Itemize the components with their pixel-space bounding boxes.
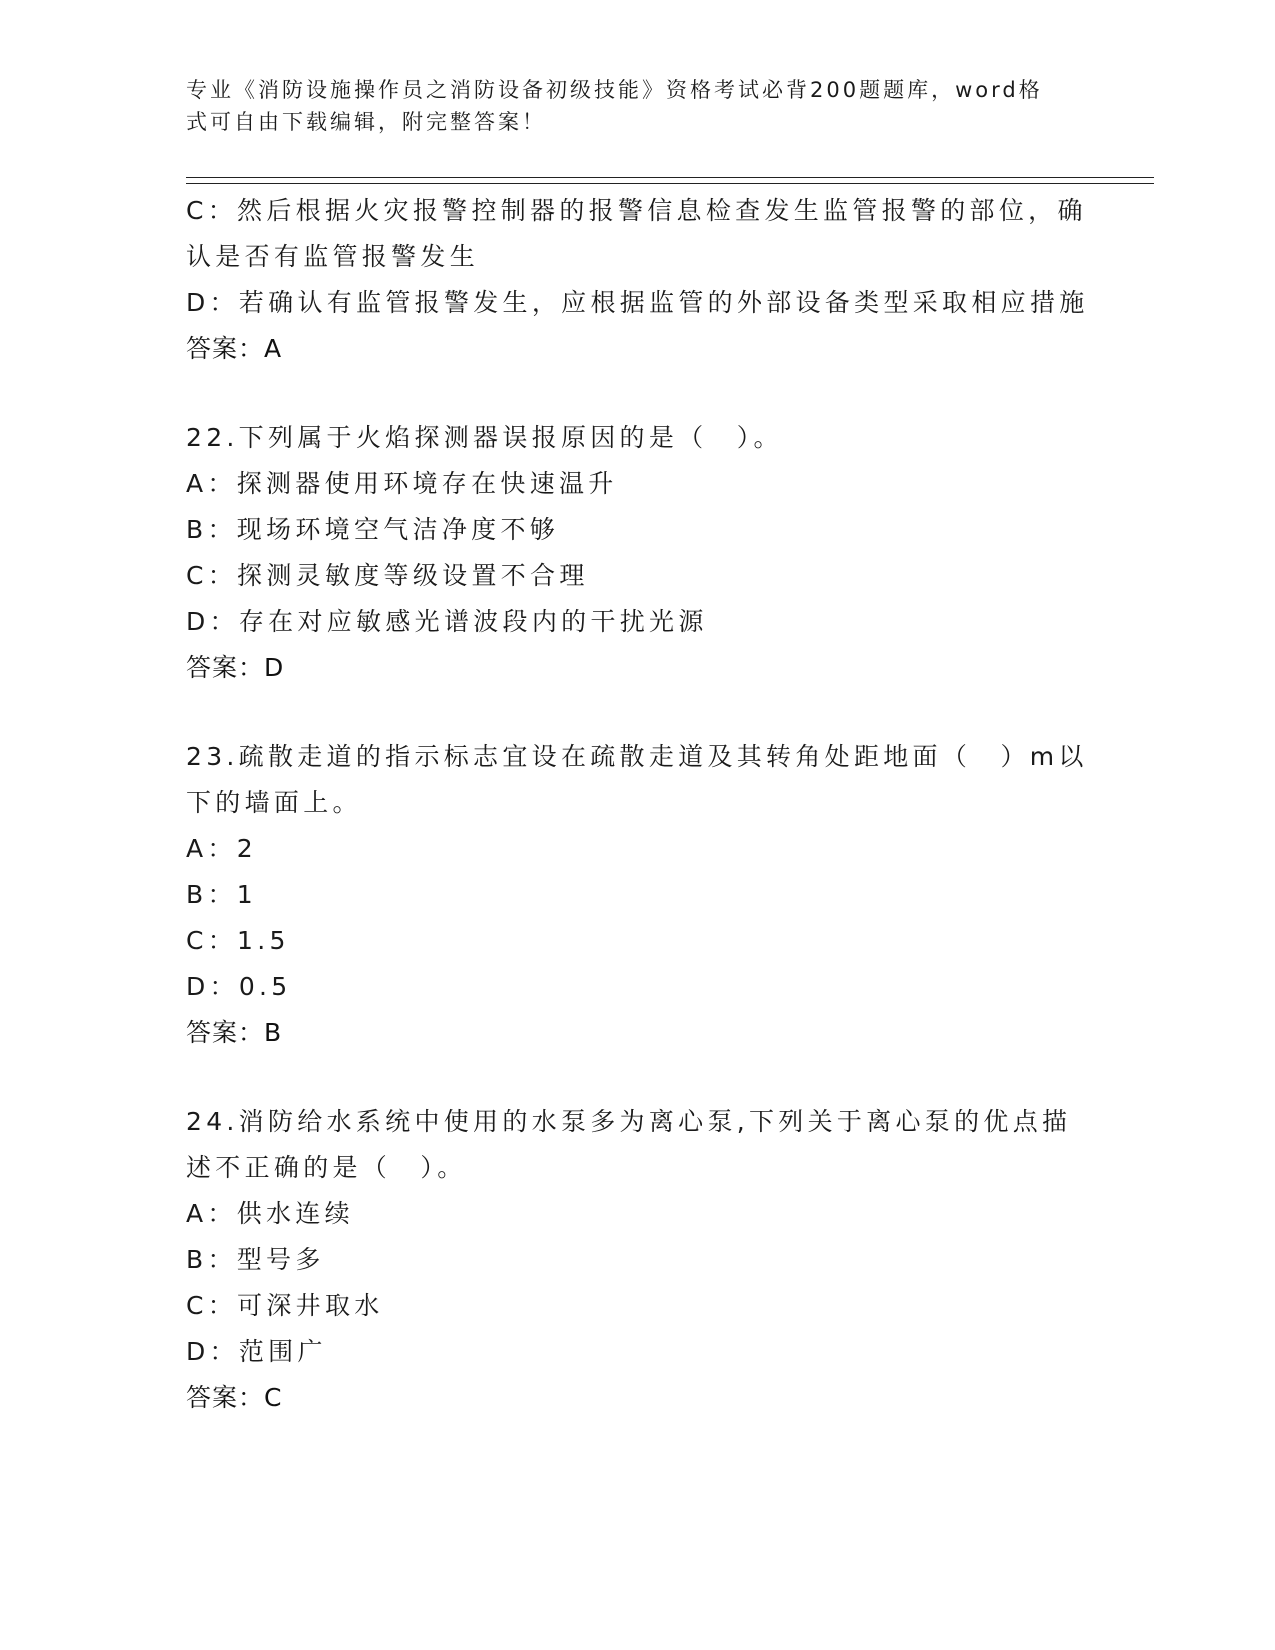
answer: 答案：D: [186, 653, 285, 682]
question-stem-line-1: 24.消防给水系统中使用的水泵多为离心泵,下列关于离心泵的优点描: [186, 1107, 1072, 1136]
question-22: [186, 415, 1086, 691]
spacer: [186, 1056, 1086, 1099]
question-list: [186, 188, 1089, 1421]
option-a: A：供水连续: [186, 1199, 354, 1228]
spacer: [186, 372, 1086, 415]
header-title-line-1: 专业《消防设施操作员之消防设备初级技能》资格考试必背200题题库，word格: [186, 78, 1043, 102]
question-24: [186, 1099, 1086, 1421]
option-d: D：0.5: [186, 972, 292, 1001]
option-c: C：探测灵敏度等级设置不合理: [186, 561, 589, 590]
option-d: D：存在对应敏感光谱波段内的干扰光源: [186, 607, 708, 636]
option-b: B：型号多: [186, 1245, 325, 1274]
answer: 答案：A: [186, 334, 283, 363]
option-c-line-1: C：然后根据火灾报警控制器的报警信息检查发生监管报警的部位，确: [186, 196, 1087, 225]
option-c: C：可深井取水: [186, 1291, 384, 1320]
option-d: D：范围广: [186, 1337, 327, 1366]
answer: 答案：B: [186, 1018, 283, 1047]
document-header: [186, 74, 1066, 138]
header-title-line-2: 式可自由下载编辑，附完整答案！: [186, 110, 546, 134]
question-23: [186, 734, 1086, 1056]
question-stem: 22.下列属于火焰探测器误报原因的是（ ）。: [186, 423, 783, 452]
option-d: D：若确认有监管报警发生，应根据监管的外部设备类型采取相应措施: [186, 288, 1089, 317]
option-b: B：1: [186, 880, 257, 909]
header-divider-bottom: [186, 183, 1154, 184]
option-b: B：现场环境空气洁净度不够: [186, 515, 560, 544]
answer: 答案：C: [186, 1383, 283, 1412]
header-divider-top: [186, 177, 1154, 178]
question-stem-line-1: 23.疏散走道的指示标志宜设在疏散走道及其转角处距地面（ ）m以: [186, 742, 1088, 771]
question-21-continuation: [186, 188, 1089, 372]
option-c-line-2: 认是否有监管报警发生: [186, 242, 480, 271]
spacer: [186, 691, 1086, 734]
option-c: C：1.5: [186, 926, 290, 955]
option-a: A：2: [186, 834, 257, 863]
option-a: A：探测器使用环境存在快速温升: [186, 469, 618, 498]
question-stem-line-2: 下的墙面上。: [186, 788, 362, 817]
question-stem-line-2: 述不正确的是（ ）。: [186, 1153, 467, 1182]
